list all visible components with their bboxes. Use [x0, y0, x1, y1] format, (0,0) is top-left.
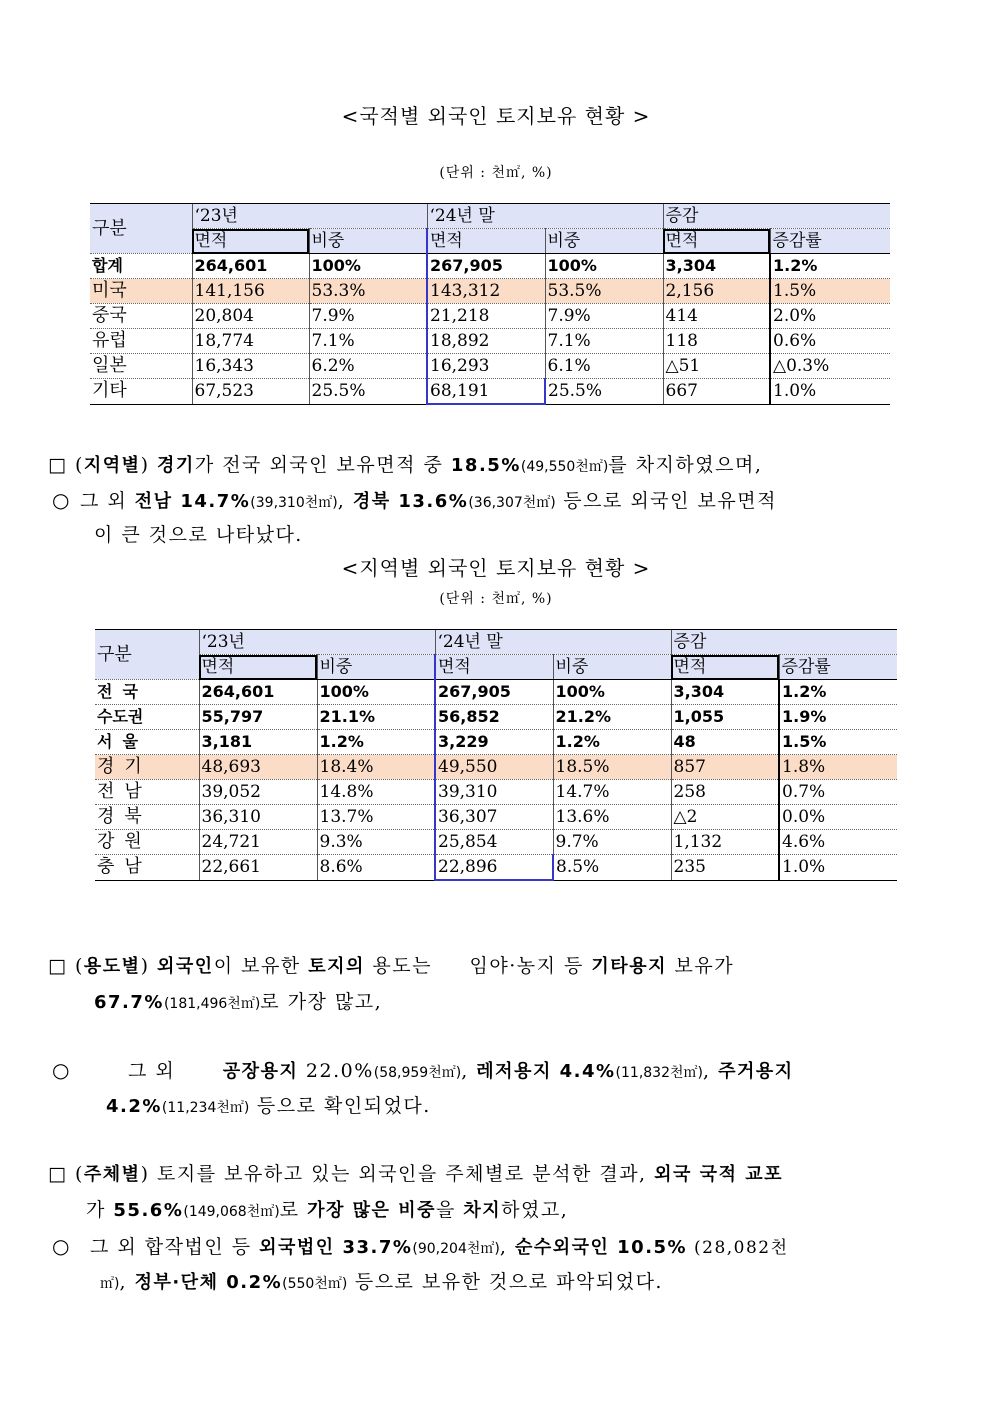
text-bold: 레저용지 4.4%	[476, 1061, 616, 1082]
table2-title: <지역별 외국인 토지보유 현황 >	[341, 556, 651, 580]
text: □ (	[48, 1163, 84, 1185]
table-row	[95, 805, 897, 830]
text: 보유가	[666, 955, 735, 977]
header-share: 비중	[317, 655, 435, 680]
cell-rate: 1.8%	[779, 755, 897, 780]
text-bold: 주거용지	[718, 1061, 794, 1082]
row-name: 기타	[90, 379, 192, 405]
text: ,	[461, 1060, 477, 1082]
paragraph-use-line4	[106, 1088, 431, 1126]
text-small: (58,959천㎡)	[373, 1065, 462, 1081]
table-row	[95, 830, 897, 855]
text-small: (181,496천㎡)	[163, 996, 261, 1012]
cell-share-23: 6.2%	[309, 354, 427, 379]
text-bold: 용도별	[83, 956, 141, 977]
cell-rate: 1.0%	[779, 855, 897, 881]
table-row	[95, 755, 897, 780]
text-bold: 순수외국인 10.5%	[514, 1237, 688, 1258]
cell-change: 235	[671, 855, 779, 881]
row-name: 합계	[90, 254, 192, 279]
cell-area-23: 16,343	[192, 354, 309, 379]
header-gubun: 구분	[95, 630, 199, 680]
text: 을	[435, 1199, 464, 1221]
table-row	[95, 855, 897, 881]
text: □ (	[48, 955, 84, 977]
region-table	[95, 629, 897, 881]
text: 로	[279, 1199, 308, 1221]
table-row	[90, 379, 890, 405]
cell-rate: 1.9%	[779, 705, 897, 730]
cell-share-23: 100%	[317, 680, 435, 705]
cell-area-23: 264,601	[199, 680, 317, 705]
cell-change: 3,304	[663, 254, 770, 279]
table2-unit: (단위 : 천㎡, %)	[439, 591, 553, 607]
text: 그 외	[128, 1060, 183, 1082]
cell-share-24: 21.2%	[553, 705, 671, 730]
table-row	[95, 705, 897, 730]
paragraph-use-line2	[94, 984, 382, 1022]
text-bold: 기타용지	[591, 956, 667, 977]
cell-area-23: 264,601	[192, 254, 309, 279]
cell-area-24: 16,293	[427, 354, 545, 379]
text-bold: 전남 14.7%	[134, 491, 251, 512]
text: ,	[499, 1236, 515, 1258]
text-small: (39,310천㎡)	[250, 495, 338, 511]
nationality-table	[90, 203, 890, 405]
text: ,	[119, 1271, 135, 1293]
table-row	[90, 254, 890, 279]
cell-rate: 4.6%	[779, 830, 897, 855]
header-area: 면적	[199, 655, 317, 680]
cell-share-24: 8.5%	[553, 855, 671, 881]
cell-area-23: 55,797	[199, 705, 317, 730]
row-name: 중국	[90, 304, 192, 329]
text-bold: 정부·단체 0.2%	[134, 1272, 283, 1293]
row-name: 강원	[95, 830, 199, 855]
paragraph-owner-line3	[52, 1228, 789, 1267]
text-small: (11,832천㎡)	[615, 1065, 703, 1081]
table-row	[90, 329, 890, 354]
text: 22.0%	[298, 1060, 374, 1082]
text-small: (49,550천㎡)	[520, 459, 609, 475]
cell-area-23: 48,693	[199, 755, 317, 780]
row-name: 경북	[95, 805, 199, 830]
header-area: 면적	[192, 229, 309, 254]
header-y23: ‘23년	[199, 630, 435, 655]
header-area: 면적	[671, 655, 779, 680]
paragraph-region-line2	[52, 482, 777, 521]
cell-area-23: 24,721	[199, 830, 317, 855]
text-bold: 지역별	[83, 455, 141, 476]
cell-share-23: 7.9%	[309, 304, 427, 329]
header-gubun: 구분	[90, 204, 192, 254]
cell-share-24: 25.5%	[545, 379, 663, 405]
cell-area-24: 267,905	[435, 680, 553, 705]
cell-area-24: 22,896	[435, 855, 553, 881]
cell-rate: 0.0%	[779, 805, 897, 830]
text-bold: 공장용지	[222, 1061, 299, 1082]
text-small: (11,234천㎡)	[161, 1100, 250, 1116]
cell-share-23: 14.8%	[317, 780, 435, 805]
text-bold: 외국인	[157, 956, 214, 977]
text-bold: 외국법인 33.7%	[259, 1237, 413, 1258]
cell-share-23: 100%	[309, 254, 427, 279]
header-share: 비중	[309, 229, 427, 254]
text: 등으로 외국인 보유면적	[555, 490, 777, 512]
cell-share-23: 21.1%	[317, 705, 435, 730]
cell-change: 258	[671, 780, 779, 805]
header-rate: 증감률	[779, 655, 897, 680]
cell-change: 3,304	[671, 680, 779, 705]
cell-share-23: 53.3%	[309, 279, 427, 304]
text-small: (149,068천㎡)	[183, 1204, 280, 1220]
cell-change: 48	[671, 730, 779, 755]
cell-share-24: 9.7%	[553, 830, 671, 855]
text-small: (550천㎡)	[282, 1276, 348, 1292]
text: 임야·농지 등	[461, 955, 592, 977]
text-bold: 경기	[157, 455, 195, 476]
text: 를 차지하였으며,	[608, 454, 763, 476]
text: 그 외	[80, 490, 135, 512]
cell-area-24: 36,307	[435, 805, 553, 830]
cell-share-23: 1.2%	[317, 730, 435, 755]
cell-change: 2,156	[663, 279, 770, 304]
header-share: 비중	[545, 229, 663, 254]
header-change: 증감	[663, 204, 890, 229]
text-small: (90,204천㎡)	[412, 1241, 500, 1257]
header-share: 비중	[553, 655, 671, 680]
text: ) 토지를 보유하고 있는 외국인을 주체별로 분석한 결과,	[140, 1163, 655, 1185]
cell-share-24: 7.1%	[545, 329, 663, 354]
text: )	[140, 955, 158, 977]
cell-change: 1,132	[671, 830, 779, 855]
text-bold: 가장 많은 비중	[307, 1200, 436, 1221]
cell-area-24: 25,854	[435, 830, 553, 855]
cell-change: 667	[663, 379, 770, 405]
cell-area-24: 39,310	[435, 780, 553, 805]
cell-share-23: 13.7%	[317, 805, 435, 830]
text: )	[140, 454, 158, 476]
cell-rate: 1.2%	[779, 680, 897, 705]
text-bold: 차지	[463, 1200, 502, 1221]
text-bold: 55.6%	[113, 1200, 184, 1221]
circle-bullet: ○	[52, 1058, 71, 1082]
text: 가 전국 외국인 보유면적 중	[194, 454, 451, 476]
cell-area-24: 56,852	[435, 705, 553, 730]
text: (28,082천	[687, 1238, 789, 1258]
row-name: 유럽	[90, 329, 192, 354]
cell-share-24: 53.5%	[545, 279, 663, 304]
row-name: 전국	[95, 680, 199, 705]
header-area: 면적	[435, 655, 553, 680]
text-bold: 외국 국적 교포	[654, 1164, 784, 1185]
cell-rate: 1.5%	[779, 730, 897, 755]
cell-area-24: 21,218	[427, 304, 545, 329]
cell-area-24: 267,905	[427, 254, 545, 279]
text-small: ㎡)	[100, 1276, 120, 1292]
text-bold: 주체별	[83, 1164, 141, 1185]
cell-area-23: 39,052	[199, 780, 317, 805]
circle-bullet: ○	[52, 488, 71, 512]
table-row	[90, 354, 890, 379]
table1-unit: (단위 : 천㎡, %)	[439, 165, 553, 181]
text-bold: 18.5%	[450, 455, 521, 476]
cell-share-23: 9.3%	[317, 830, 435, 855]
cell-share-24: 18.5%	[553, 755, 671, 780]
header-area: 면적	[663, 229, 770, 254]
text-bold: 경북 13.6%	[352, 491, 469, 512]
table-row	[95, 780, 897, 805]
cell-area-24: 18,892	[427, 329, 545, 354]
cell-area-24: 3,229	[435, 730, 553, 755]
circle-bullet: ○	[52, 1234, 71, 1258]
paragraph-owner-line2	[86, 1192, 568, 1230]
cell-share-23: 7.1%	[309, 329, 427, 354]
table-row	[90, 279, 890, 304]
row-name: 경기	[95, 755, 199, 780]
row-name: 충남	[95, 855, 199, 881]
row-name: 수도권	[95, 705, 199, 730]
cell-area-24: 143,312	[427, 279, 545, 304]
cell-share-24: 7.9%	[545, 304, 663, 329]
cell-rate: △0.3%	[770, 354, 890, 379]
text: 하였고,	[501, 1199, 569, 1221]
cell-share-24: 1.2%	[553, 730, 671, 755]
cell-share-23: 25.5%	[309, 379, 427, 405]
header-rate: 증감률	[770, 229, 890, 254]
header-change: 증감	[671, 630, 897, 655]
table-row	[95, 730, 897, 755]
cell-change: 118	[663, 329, 770, 354]
text: 등으로 보유한 것으로 파악되었다.	[347, 1271, 663, 1293]
text-bold: 67.7%	[94, 992, 164, 1013]
text: ,	[702, 1060, 719, 1082]
cell-share-23: 8.6%	[317, 855, 435, 881]
cell-change: 414	[663, 304, 770, 329]
cell-change: △2	[671, 805, 779, 830]
header-y24: ‘24년 말	[427, 204, 663, 229]
cell-rate: 2.0%	[770, 304, 890, 329]
cell-share-24: 14.7%	[553, 780, 671, 805]
text: 등으로 확인되었다.	[249, 1095, 431, 1117]
cell-area-24: 68,191	[427, 379, 545, 405]
paragraph-owner-line1	[48, 1156, 783, 1193]
cell-rate: 1.5%	[770, 279, 890, 304]
cell-share-24: 100%	[545, 254, 663, 279]
table1-title: <국적별 외국인 토지보유 현황 >	[341, 104, 651, 128]
table-row	[95, 680, 897, 705]
cell-change: 857	[671, 755, 779, 780]
row-name: 전남	[95, 780, 199, 805]
text-bold: 토지의	[308, 956, 365, 977]
cell-rate: 1.0%	[770, 379, 890, 405]
cell-area-23: 141,156	[192, 279, 309, 304]
cell-area-24: 49,550	[435, 755, 553, 780]
cell-rate: 1.2%	[770, 254, 890, 279]
text: 용도는	[364, 955, 432, 977]
cell-area-23: 22,661	[199, 855, 317, 881]
text: ,	[337, 490, 353, 512]
table-row	[90, 304, 890, 329]
cell-rate: 0.6%	[770, 329, 890, 354]
cell-area-23: 18,774	[192, 329, 309, 354]
text: 로 가장 많고,	[260, 991, 383, 1013]
cell-change: 1,055	[671, 705, 779, 730]
cell-change: △51	[663, 354, 770, 379]
paragraph-use-line1	[48, 948, 734, 985]
text: 가	[86, 1199, 114, 1221]
text-small: (36,307천㎡)	[468, 495, 556, 511]
row-name: 일본	[90, 354, 192, 379]
paragraph-region-line3: 이 큰 것으로 나타났다.	[94, 524, 303, 546]
paragraph-owner-line4	[100, 1264, 663, 1302]
text: 이 보유한	[213, 955, 309, 977]
cell-area-23: 20,804	[192, 304, 309, 329]
header-area: 면적	[427, 229, 545, 254]
cell-area-23: 3,181	[199, 730, 317, 755]
header-y23: ‘23년	[192, 204, 427, 229]
text-bold: 4.2%	[106, 1096, 162, 1117]
header-y24: ‘24년 말	[435, 630, 671, 655]
cell-share-24: 13.6%	[553, 805, 671, 830]
cell-share-24: 6.1%	[545, 354, 663, 379]
cell-rate: 0.7%	[779, 780, 897, 805]
row-name: 서울	[95, 730, 199, 755]
cell-area-23: 36,310	[199, 805, 317, 830]
cell-share-23: 18.4%	[317, 755, 435, 780]
row-name: 미국	[90, 279, 192, 304]
paragraph-region-line1	[48, 447, 762, 485]
paragraph-use-line3	[52, 1052, 794, 1091]
text: □ (	[48, 454, 84, 476]
cell-share-24: 100%	[553, 680, 671, 705]
text: 그 외 합작법인 등	[90, 1236, 260, 1258]
cell-area-23: 67,523	[192, 379, 309, 405]
